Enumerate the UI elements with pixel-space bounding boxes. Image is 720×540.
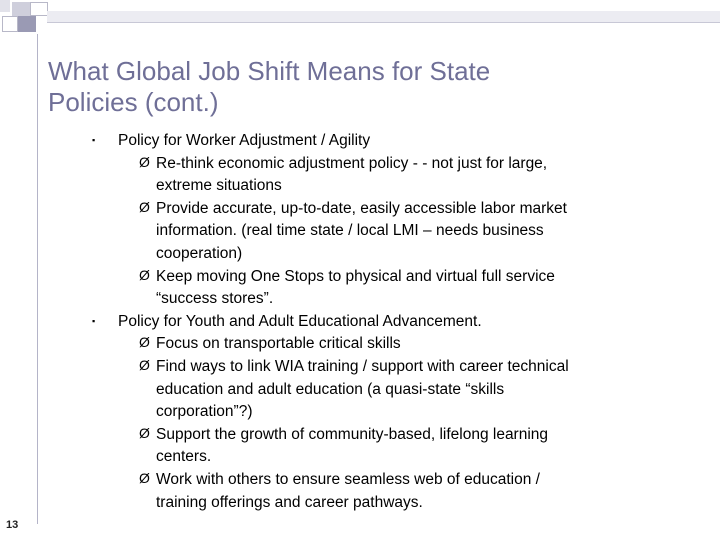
title-line-2: Policies (cont.) (48, 87, 219, 117)
header-rule (47, 22, 720, 23)
sub-bullet-text: extreme situations (156, 177, 282, 195)
arrow-bullet-icon: Ø (139, 424, 150, 441)
decor-square (0, 0, 10, 12)
title-line-1: What Global Job Shift Means for State (48, 56, 491, 86)
slide-title (48, 56, 648, 118)
sub-bullet-text: Find ways to link WIA training / support with career technical (156, 358, 569, 375)
arrow-bullet-icon: Ø (139, 357, 150, 373)
sub-bullet-text: corporation”?) (156, 403, 253, 421)
sub-bullet-text: Keep moving One Stops to physical and virtual full service (156, 267, 555, 285)
decor-square (30, 2, 48, 16)
sub-bullet-text: centers. (156, 448, 212, 466)
left-rule (37, 34, 38, 524)
decor-square (2, 16, 18, 32)
section-heading: Policy for Worker Adjustment / Agility (118, 132, 371, 149)
sub-bullet-text: education and adult education (a quasi-state “skills (156, 380, 505, 398)
sub-bullet-text: Provide accurate, up-to-date, easily accessible labor market (156, 199, 567, 217)
sub-bullet-text: training offerings and career pathways. (156, 493, 423, 511)
sub-bullet-text: Focus on transportable critical skills (156, 335, 401, 353)
arrow-bullet-icon: Ø (139, 470, 150, 486)
sub-bullet-text: Work with others to ensure seamless web of education / (156, 471, 540, 488)
sub-bullet-text: Support the growth of community-based, lifelong learning (156, 425, 549, 443)
decor-square (12, 2, 30, 16)
section-heading: Policy for Youth and Adult Educational Advancement. (118, 312, 482, 330)
arrow-bullet-icon: Ø (139, 334, 150, 351)
header-band (47, 11, 720, 22)
decor-square (18, 16, 36, 32)
arrow-bullet-icon: Ø (139, 266, 150, 283)
sub-bullet-text: “success stores”. (156, 290, 274, 308)
square-bullet-icon: ▪ (92, 315, 96, 326)
sub-bullet-text: information. (real time state / local LMI – needs business (156, 222, 544, 240)
arrow-bullet-icon: Ø (139, 198, 150, 215)
sub-bullet-text: cooperation) (156, 245, 243, 262)
sub-bullet-text: Re-think economic adjustment policy - - not just for large, (156, 154, 548, 172)
slide-number: 13 (6, 519, 19, 531)
square-bullet-icon: ▪ (92, 135, 96, 145)
arrow-bullet-icon: Ø (139, 153, 150, 170)
